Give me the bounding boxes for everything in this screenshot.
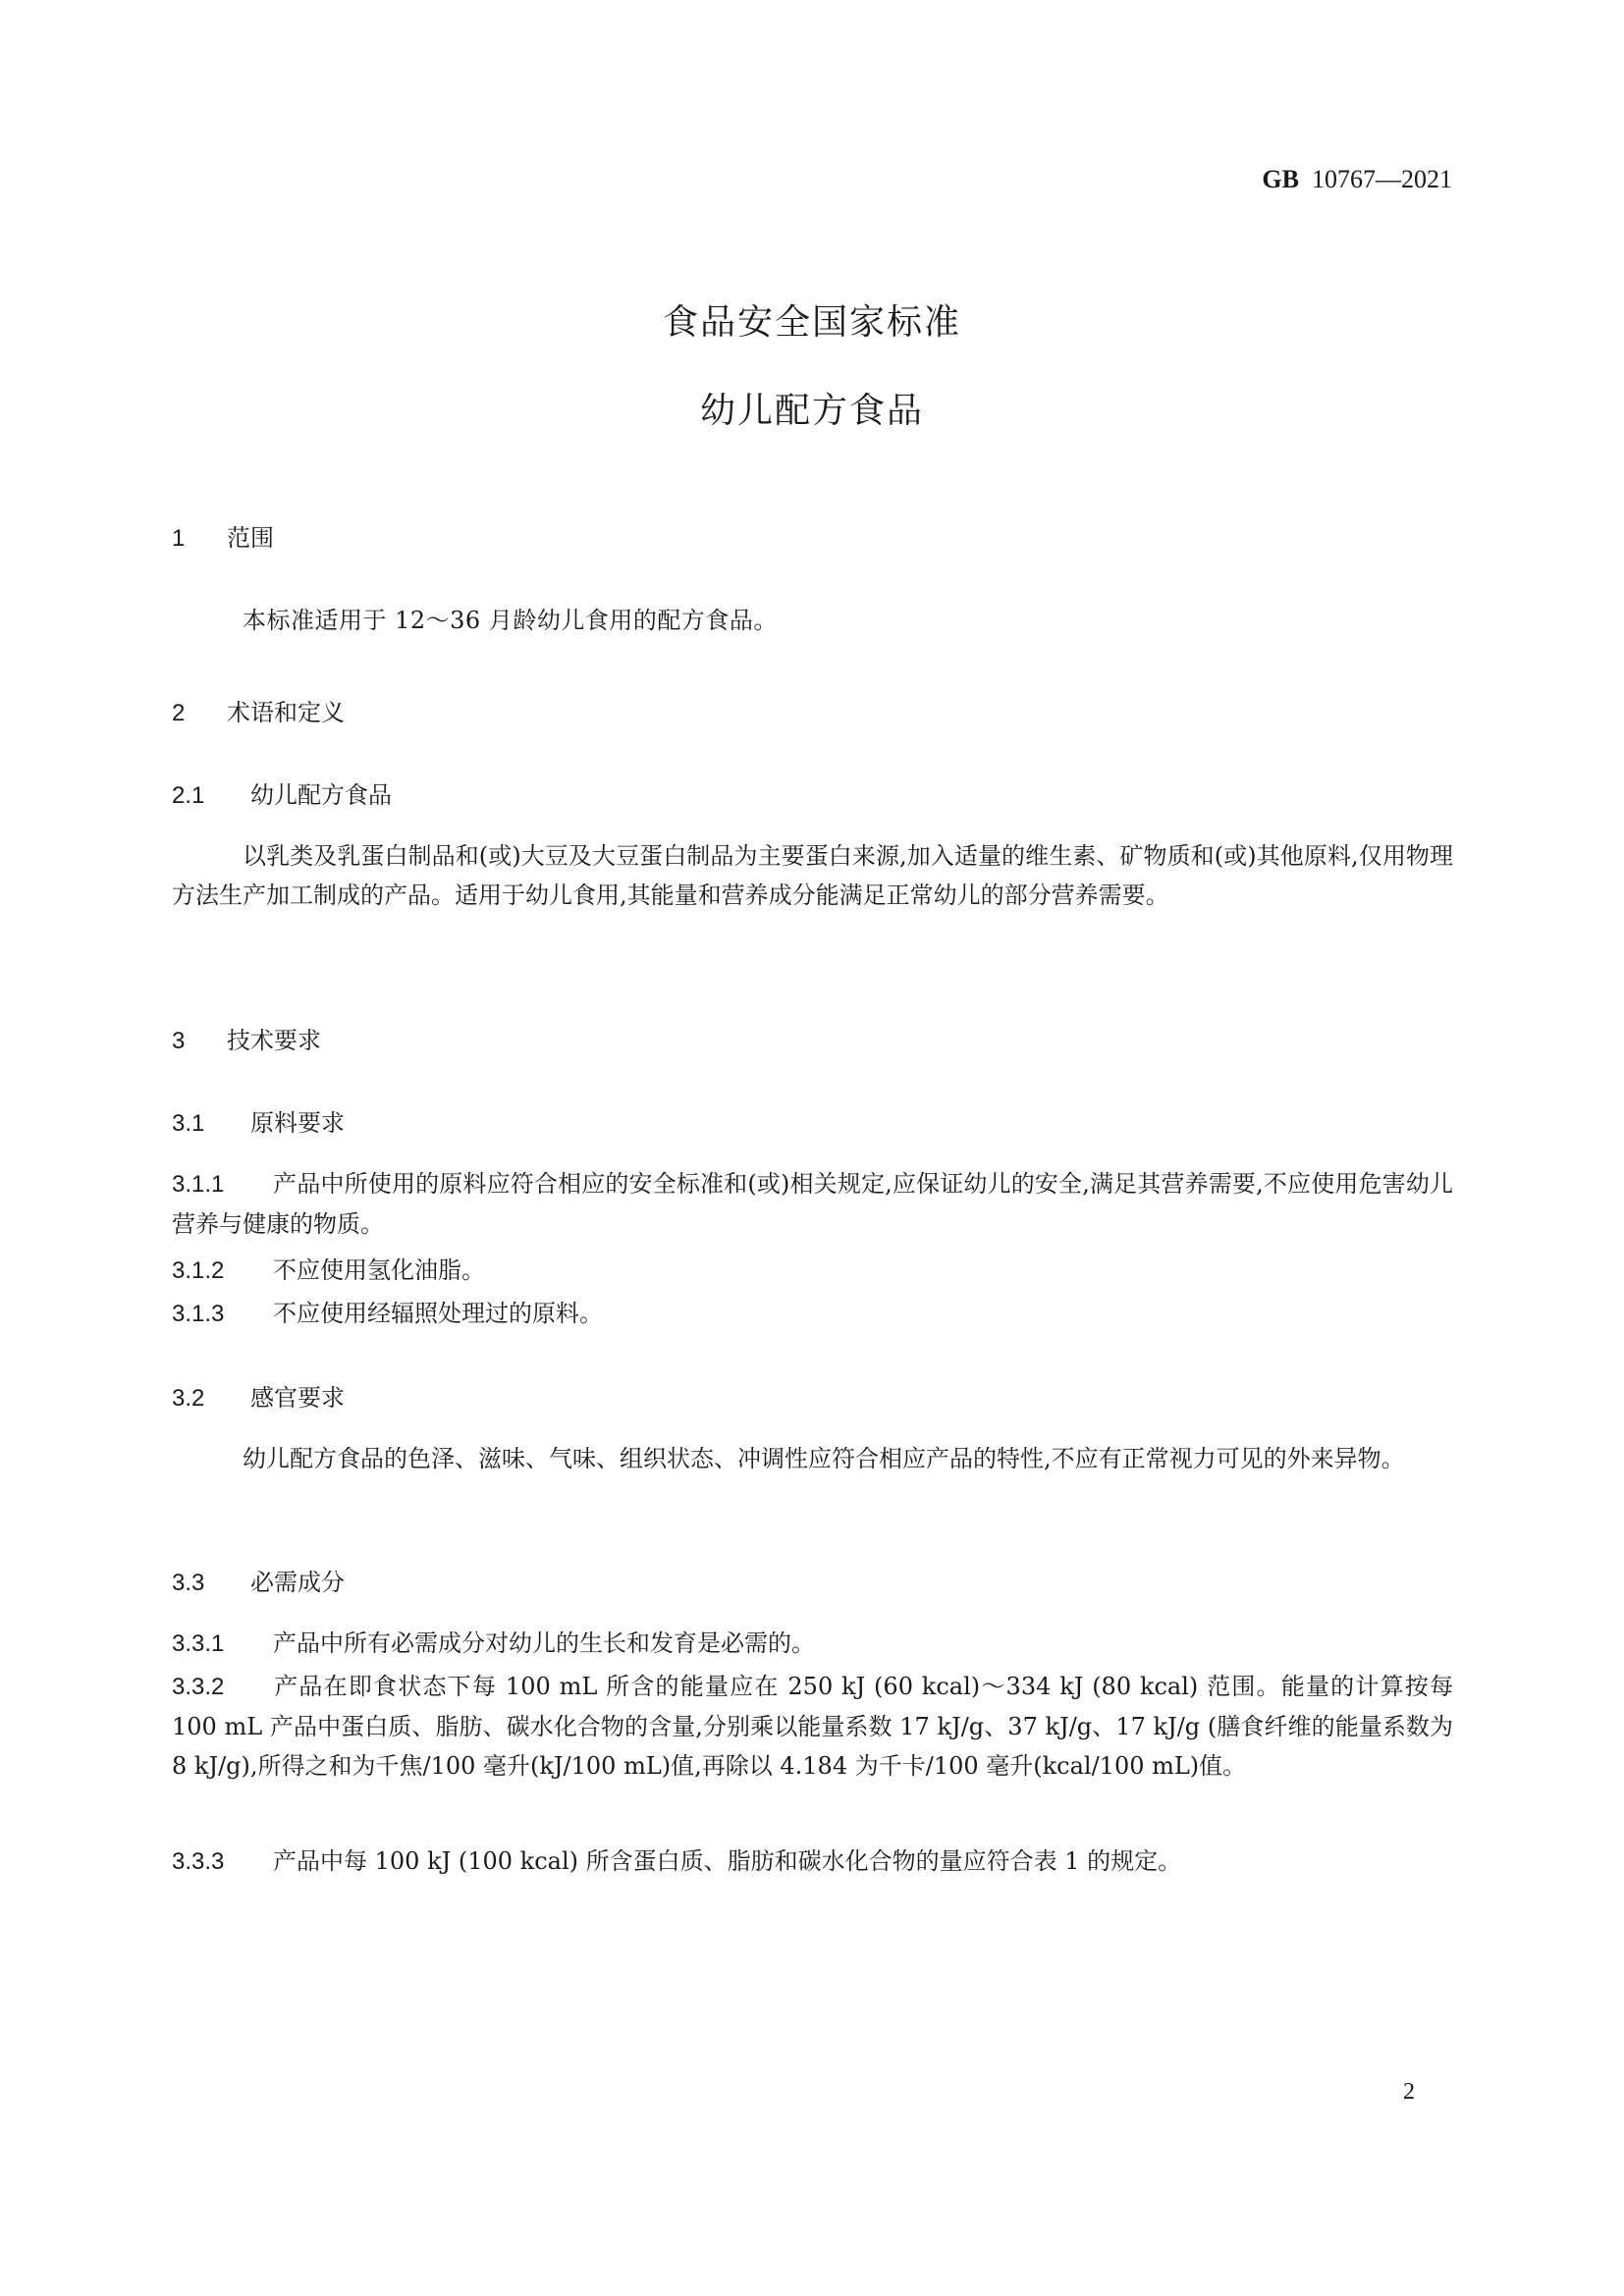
- heading-3-1: 3.1 原料要求: [172, 1109, 345, 1137]
- paragraph-2-1: 以乳类及乳蛋白制品和(或)大豆及大豆蛋白制品为主要蛋白来源,加入适量的维生素、矿物质和(或)其他原料,仅用物理方法生产加工制成的产品。适用于幼儿食用,其能量和营养成分能满足正常幼儿的部分营养需要。: [172, 842, 1453, 909]
- clause-3-1-2: 3.1.2 不应使用氢化油脂。: [172, 1256, 485, 1284]
- clause-3-1-3: 3.1.3 不应使用经辐照处理过的原料。: [172, 1300, 603, 1327]
- clause-3-3-1: 3.3.1 产品中所有必需成分对幼儿的生长和发育是必需的。: [172, 1629, 815, 1657]
- document-title: 食品安全国家标准: [662, 302, 961, 343]
- document-subtitle: 幼儿配方食品: [699, 391, 924, 431]
- standard-code: 10767—2021: [1312, 165, 1452, 193]
- heading-3: 3 技术要求: [172, 1027, 321, 1054]
- heading-2: 2 术语和定义: [172, 699, 345, 726]
- paragraph-3-2: 幼儿配方食品的色泽、滋味、气味、组织状态、冲调性应符合相应产品的特性,不应有正常视力可见的外来异物。: [243, 1445, 1405, 1472]
- heading-1: 1 范围: [172, 524, 274, 552]
- clause-3-3-2: 3.3.2 产品在即食状态下每 100 mL 所含的能量应在 250 kJ (60 kcal)～334 kJ (80 kcal) 范围。能量的计算按每 100 mL 产品中蛋白质、脂肪、碳水化合物的含量,分别乘以能量系数 17 kJ/g、37 kJ/g、17 kJ/g (膳食纤维的能量系数为 8 kJ/g),所得之和为千焦/100 毫升(kJ/100 mL)值,再除以 4.184 为千卡/100 毫升(kcal/100 mL)值。: [172, 1673, 1453, 1780]
- paragraph-1: 本标准适用于 12～36 月龄幼儿食用的配方食品。: [243, 607, 778, 634]
- heading-3-2: 3.2 感官要求: [172, 1384, 345, 1412]
- clause-3-3-3: 3.3.3 产品中每 100 kJ (100 kcal) 所含蛋白质、脂肪和碳水化合物的量应符合表 1 的规定。: [172, 1847, 1182, 1875]
- heading-3-3: 3.3 必需成分: [172, 1569, 345, 1596]
- clause-3-1-1: 3.1.1 产品中所使用的原料应符合相应的安全标准和(或)相关规定,应保证幼儿的安全,满足其营养需要,不应使用危害幼儿营养与健康的物质。: [172, 1170, 1453, 1238]
- standard-number: [1262, 165, 1452, 194]
- heading-2-1: 2.1 幼儿配方食品: [172, 781, 392, 809]
- page-number: 2: [1403, 2079, 1415, 2105]
- standard-prefix: GB: [1262, 165, 1299, 193]
